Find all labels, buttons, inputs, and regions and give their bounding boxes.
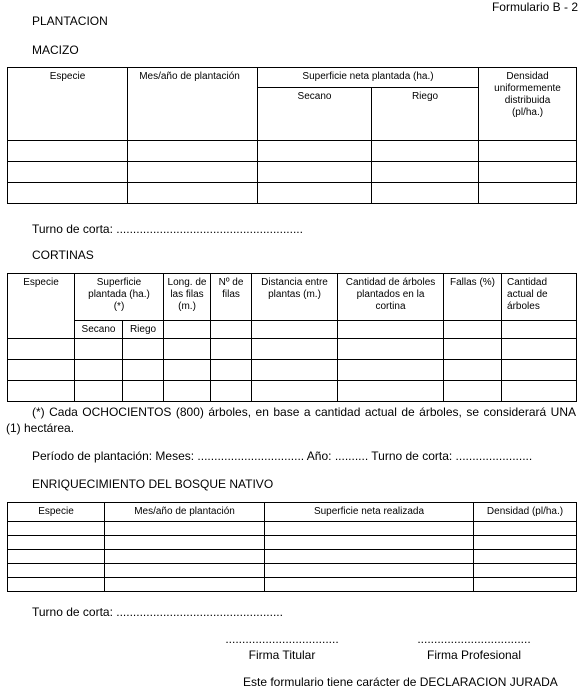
section-title-macizo: MACIZO bbox=[32, 43, 79, 57]
cortinas-header-secano: Secano bbox=[75, 321, 123, 339]
table-row bbox=[8, 339, 577, 360]
table-row bbox=[8, 522, 577, 536]
macizo-header-mes-ano: Mes/año de plantación bbox=[128, 68, 258, 141]
declaration-note: Este formulario tiene carácter de DECLARACION JURADA bbox=[243, 675, 558, 689]
cortinas-header-especie: Especie bbox=[8, 274, 75, 339]
cortinas-header-long: Long. de las filas (m.) bbox=[164, 274, 211, 321]
table-row bbox=[8, 564, 577, 578]
table-row bbox=[8, 550, 577, 564]
section-title-enriquecimiento: ENRIQUECIMIENTO DEL BOSQUE NATIVO bbox=[32, 477, 274, 491]
turno-corta-enriquecimiento: Turno de corta: .................................................. bbox=[32, 605, 283, 619]
enriquecimiento-header-superficie: Superficie neta realizada bbox=[265, 503, 474, 522]
table-row bbox=[8, 360, 577, 381]
table-row bbox=[8, 162, 577, 183]
cortinas-header-superficie: Superficie plantada (ha.) (*) bbox=[75, 274, 164, 321]
cortinas-header-fallas: Fallas (%) bbox=[444, 274, 502, 321]
enriquecimiento-header-mes-ano: Mes/año de plantación bbox=[105, 503, 265, 522]
periodo-plantacion: Período de plantación: Meses: ................................ Año: .......... Turno de corta: ....................... bbox=[32, 449, 533, 463]
signature-label-profesional: Firma Profesional bbox=[426, 648, 522, 662]
table-row bbox=[8, 381, 577, 402]
signature-label-titular: Firma Titular bbox=[248, 648, 316, 662]
enriquecimiento-header-especie: Especie bbox=[8, 503, 105, 522]
section-title-cortinas: CORTINAS bbox=[32, 248, 94, 262]
macizo-table bbox=[7, 67, 577, 204]
cortinas-header-cantidad-actual: Cantidad actual de árboles bbox=[502, 274, 577, 321]
signature-line-titular: .................................. bbox=[225, 632, 339, 646]
table-row bbox=[8, 578, 577, 592]
macizo-header-densidad: Densidad uniformemente distribuida (pl/ha.) bbox=[479, 68, 577, 141]
macizo-header-especie: Especie bbox=[8, 68, 128, 141]
cortinas-table bbox=[7, 273, 577, 402]
section-title-plantacion: PLANTACION bbox=[32, 14, 108, 28]
cortinas-header-distancia: Distancia entre plantas (m.) bbox=[252, 274, 338, 321]
macizo-header-riego: Riego bbox=[372, 88, 479, 141]
cortinas-header-riego: Riego bbox=[123, 321, 164, 339]
table-row bbox=[8, 536, 577, 550]
turno-corta-macizo: Turno de corta: ........................................................ bbox=[32, 222, 303, 236]
signature-line-profesional: .................................. bbox=[417, 632, 531, 646]
table-row bbox=[8, 183, 577, 204]
cortinas-header-cantidad-plantados: Cantidad de árboles plantados en la cortina bbox=[338, 274, 444, 321]
cortinas-header-num-filas: Nº de filas bbox=[211, 274, 252, 321]
form-number: Formulario B - 2 bbox=[491, 0, 578, 14]
enriquecimiento-table bbox=[7, 502, 577, 592]
footnote: (*) Cada OCHOCIENTOS (800) árboles, en base a cantidad actual de árboles, se considerará UNA (1) hectárea. bbox=[6, 405, 576, 435]
macizo-header-secano: Secano bbox=[258, 88, 372, 141]
enriquecimiento-header-densidad: Densidad (pl/ha.) bbox=[474, 503, 577, 522]
macizo-header-superficie: Superficie neta plantada (ha.) bbox=[258, 68, 479, 88]
table-row bbox=[8, 141, 577, 162]
